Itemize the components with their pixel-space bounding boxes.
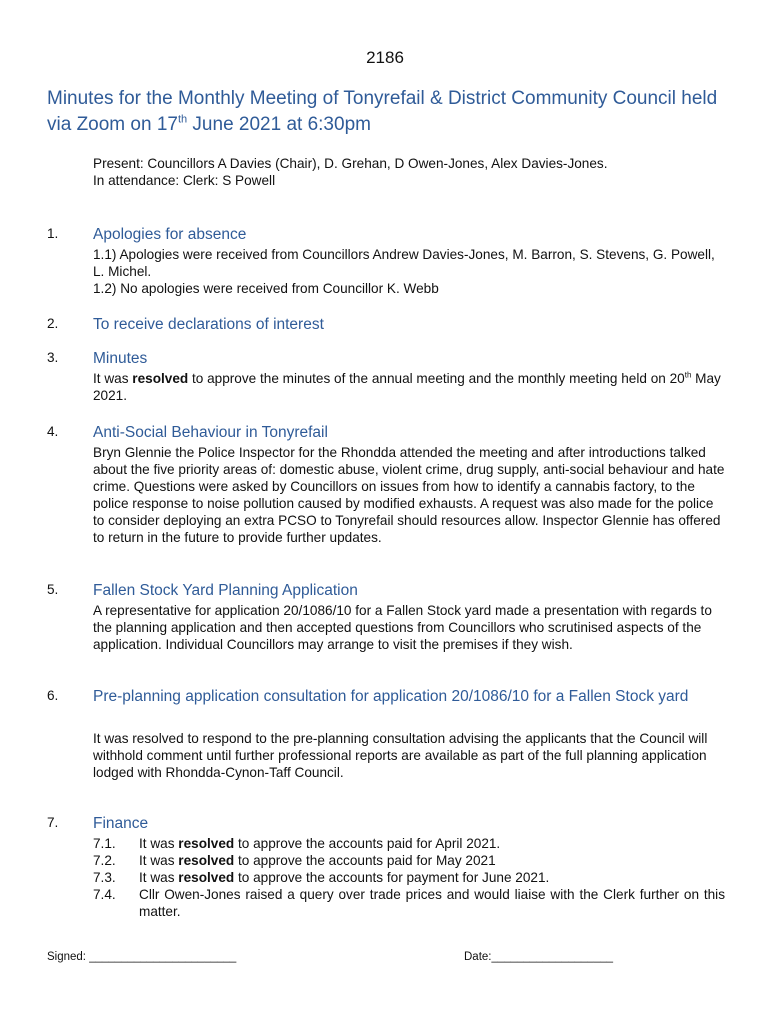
item-heading: Anti-Social Behaviour in Tonyrefail	[93, 424, 328, 441]
superscript: th	[684, 370, 692, 380]
item-body: Bryn Glennie the Police Inspector for the Rhondda attended the meeting and after introductions talked about the five priority areas of: domestic abuse, violent crime, drug supply, anti-social behaviour and hate crime. Questions were asked by Councillors on issues from how to identify a cannabis factory, to the police response to noise pollution caused by modified exhausts. A request was also made for the police to consider deploying an extra PCSO to Tonyrefail should resources allow. Inspector Glennie has offered to return in the future to provide further updates.	[93, 445, 725, 545]
finance-item	[93, 869, 725, 886]
minutes-resolution	[93, 370, 725, 404]
item-heading: Minutes	[93, 350, 148, 367]
text: to approve the accounts paid for May 2021	[234, 853, 496, 868]
finance-item	[93, 852, 725, 869]
item-number: 7.	[47, 815, 59, 830]
page-number: 2186	[366, 48, 404, 67]
attendance-line: In attendance: Clerk: S Powell	[93, 173, 276, 188]
bold-text: resolved	[132, 371, 189, 386]
no-apologies: 1.2) No apologies were received from Councillor K. Webb	[93, 281, 439, 296]
title-superscript: th	[177, 113, 188, 126]
text: to approve the accounts for payment for June 2021.	[234, 870, 550, 885]
title-text: Minutes for the Monthly Meeting of Tonyrefail & District Community Council held via Zoom on 17	[47, 88, 718, 135]
text: It was	[139, 836, 179, 851]
sub-number: 7.1.	[93, 836, 116, 851]
sub-number: 7.4.	[93, 887, 116, 902]
sub-text: Cllr Owen-Jones raised a query over trade prices and would liaise with the Clerk further on this matter.	[139, 887, 725, 919]
sub-number: 7.2.	[93, 853, 116, 868]
text: May 2021.	[93, 371, 721, 403]
finance-item	[93, 835, 725, 852]
text: It was	[93, 371, 133, 386]
item-heading: Apologies for absence	[93, 226, 247, 243]
apologies-received: 1.1) Apologies were received from Councillors Andrew Davies-Jones, M. Barron, S. Stevens, G. Powell, L. Michel.	[93, 247, 715, 279]
finance-list	[93, 835, 725, 920]
item-body: It was resolved to respond to the pre-planning consultation advising the applicants that the Council will withhold comment until further professional reports are available as part of the full planning application lodged with Rhondda-Cynon-Taff Council.	[93, 731, 708, 780]
attendance-block	[93, 155, 608, 189]
text: It was	[139, 853, 179, 868]
sub-text	[139, 869, 549, 886]
text: to approve the minutes of the annual meeting and the monthly meeting held on 20	[188, 371, 685, 386]
sub-text	[139, 852, 496, 869]
item-number: 4.	[47, 424, 59, 439]
signature-line: Signed: _______________________	[47, 951, 237, 963]
item-body: A representative for application 20/1086/10 for a Fallen Stock yard made a presentation with regards to the planning application and then accepted questions from Councillors who scrutinised aspects of the application. Individual Councillors may arrange to visit the premises if they wish.	[93, 603, 712, 652]
item-heading: To receive declarations of interest	[93, 316, 324, 333]
sub-number: 7.3.	[93, 870, 116, 885]
item-body	[93, 246, 725, 297]
finance-item	[93, 886, 725, 920]
bold-text: resolved	[178, 836, 235, 851]
sub-text	[139, 835, 500, 852]
item-number: 5.	[47, 582, 59, 597]
item-number: 1.	[47, 226, 59, 241]
item-number: 6.	[47, 688, 59, 703]
item-heading: Fallen Stock Yard Planning Application	[93, 582, 358, 599]
item-number: 2.	[47, 316, 59, 331]
bold-text: resolved	[178, 853, 235, 868]
present-line: Present: Councillors A Davies (Chair), D. Grehan, D Owen-Jones, Alex Davies-Jones.	[93, 156, 608, 171]
item-heading: Pre-planning application consultation for application 20/1086/10 for a Fallen Stock yard	[93, 688, 689, 705]
item-heading: Finance	[93, 815, 149, 832]
document-title	[47, 86, 727, 138]
title-text-end: June 2021 at 6:30pm	[187, 114, 371, 135]
text: It was	[139, 870, 179, 885]
item-body	[93, 370, 725, 404]
text: to approve the accounts paid for April 2021.	[234, 836, 501, 851]
date-line: Date:___________________	[464, 951, 614, 963]
bold-text: resolved	[178, 870, 235, 885]
item-number: 3.	[47, 350, 59, 365]
